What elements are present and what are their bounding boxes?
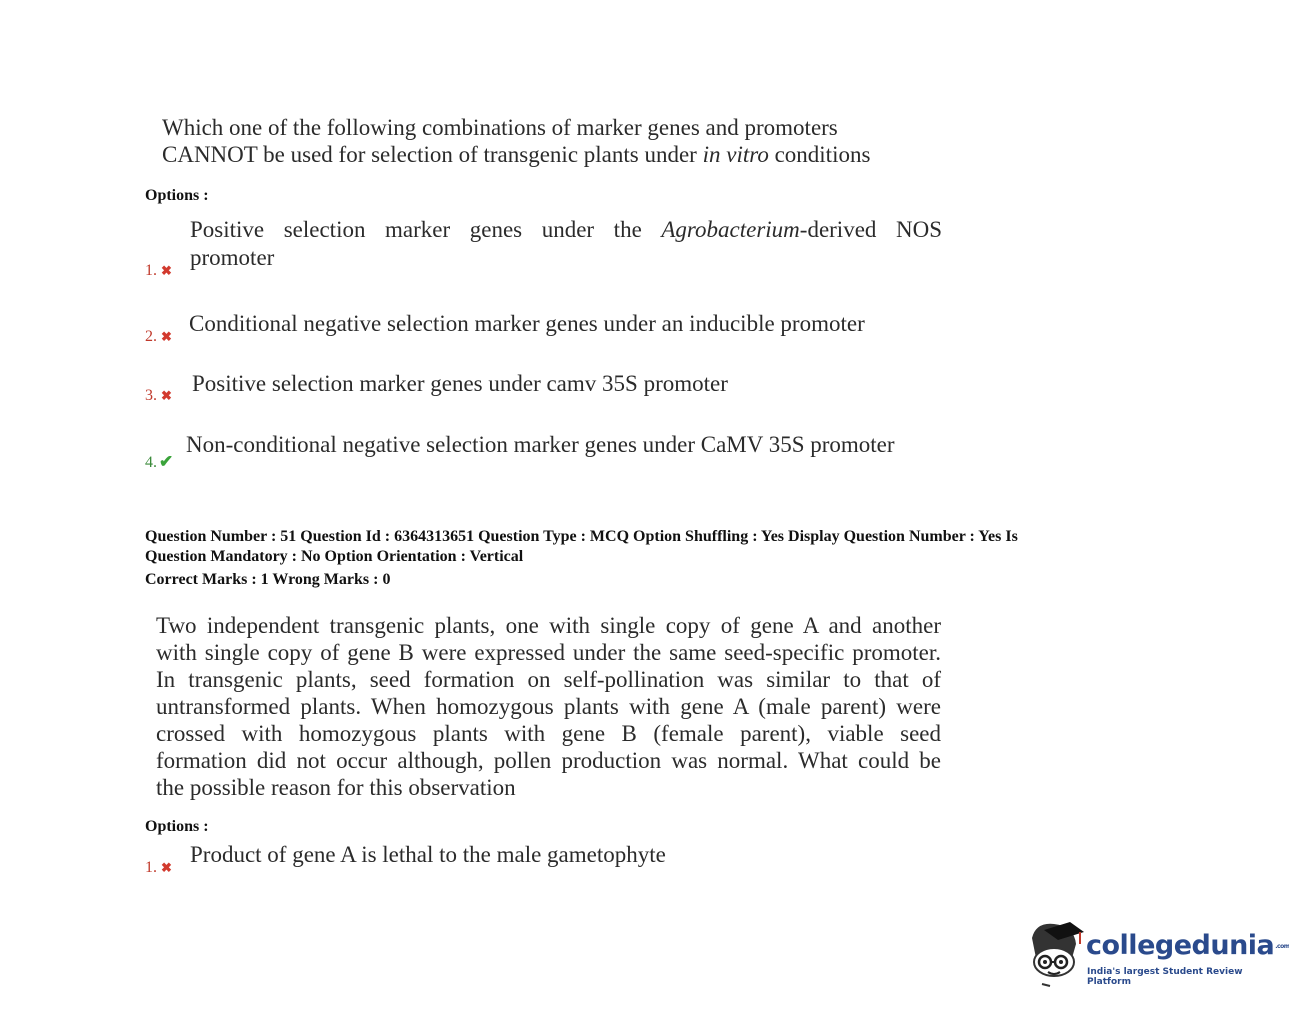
correct-check-icon: ✔ bbox=[159, 452, 174, 471]
q2-option-1-text: Product of gene A is lethal to the male gametophyte bbox=[190, 842, 666, 867]
question-1-line-2: CANNOT be used for selection of transgenic plants under in vitro conditions bbox=[162, 142, 871, 167]
meta-line-1: Question Number : 51 Question Id : 6364313651 Question Type : MCQ Option Shuffling : Yes Display Question Number : Yes Is bbox=[145, 528, 1018, 545]
question-2-line: the possible reason for this observation bbox=[156, 775, 516, 800]
options-label: Options : bbox=[145, 818, 209, 835]
meta-marks: Correct Marks : 1 Wrong Marks : 0 bbox=[145, 571, 391, 588]
question-meta bbox=[145, 527, 1145, 590]
options-label: Options : bbox=[145, 187, 209, 204]
logo-tagline: India's largest Student Review Platform bbox=[1087, 967, 1243, 987]
option-3-text: Positive selection marker genes under camv 35S promoter bbox=[192, 371, 728, 396]
wrong-icon: ✖ bbox=[161, 263, 172, 278]
q2-option-1-marker bbox=[145, 859, 172, 877]
question-2-line: Two independent transgenic plants, one with single copy of gene A and another bbox=[156, 613, 941, 638]
question-2-line: In transgenic plants, seed formation on self-pollination was similar to that of bbox=[156, 667, 941, 692]
collegedunia-logo bbox=[1024, 918, 1289, 990]
option-2-text: Conditional negative selection marker genes under an inducible promoter bbox=[189, 311, 865, 336]
mascot-icon bbox=[1024, 918, 1084, 988]
agrobacterium-term: Agrobacterium bbox=[661, 217, 800, 242]
option-4-text: Non-conditional negative selection marker genes under CaMV 35S promoter bbox=[186, 432, 895, 457]
wrong-icon: ✖ bbox=[161, 860, 172, 875]
in-vitro-term: in vitro bbox=[702, 142, 769, 167]
question-1-text bbox=[162, 114, 945, 168]
option-1-marker bbox=[145, 262, 172, 280]
question-2-line: crossed with homozygous plants with gene B (female parent), viable seed bbox=[156, 721, 941, 746]
question-2-line: with single copy of gene B were expressed under the same seed-specific promoter. bbox=[156, 640, 941, 665]
logo-suffix: .com bbox=[1275, 943, 1289, 950]
option-number: 1. bbox=[145, 262, 157, 279]
option-number: 3. bbox=[145, 387, 157, 404]
option-number: 1. bbox=[145, 859, 157, 876]
question-1-line-1: Which one of the following combinations of marker genes and promoters bbox=[162, 115, 838, 140]
option-number: 4. bbox=[145, 454, 157, 471]
question-2-text bbox=[156, 612, 941, 801]
question-2-line: formation did not occur although, pollen production was normal. What could be bbox=[156, 748, 941, 773]
wrong-icon: ✖ bbox=[161, 388, 172, 403]
option-2-marker bbox=[145, 328, 172, 346]
option-1-text: Positive selection marker genes under the Agrobacterium-derived NOS promoter bbox=[190, 217, 943, 270]
option-4-marker bbox=[145, 452, 173, 472]
logo-wordmark: collegedunia.com bbox=[1086, 930, 1289, 961]
meta-line-2: Question Mandatory : No Option Orientation : Vertical bbox=[145, 548, 524, 565]
option-number: 2. bbox=[145, 328, 157, 345]
option-3-marker bbox=[145, 387, 172, 405]
question-2-line: untransformed plants. When homozygous plants with gene A (male parent) were bbox=[156, 694, 941, 719]
wrong-icon: ✖ bbox=[161, 329, 172, 344]
